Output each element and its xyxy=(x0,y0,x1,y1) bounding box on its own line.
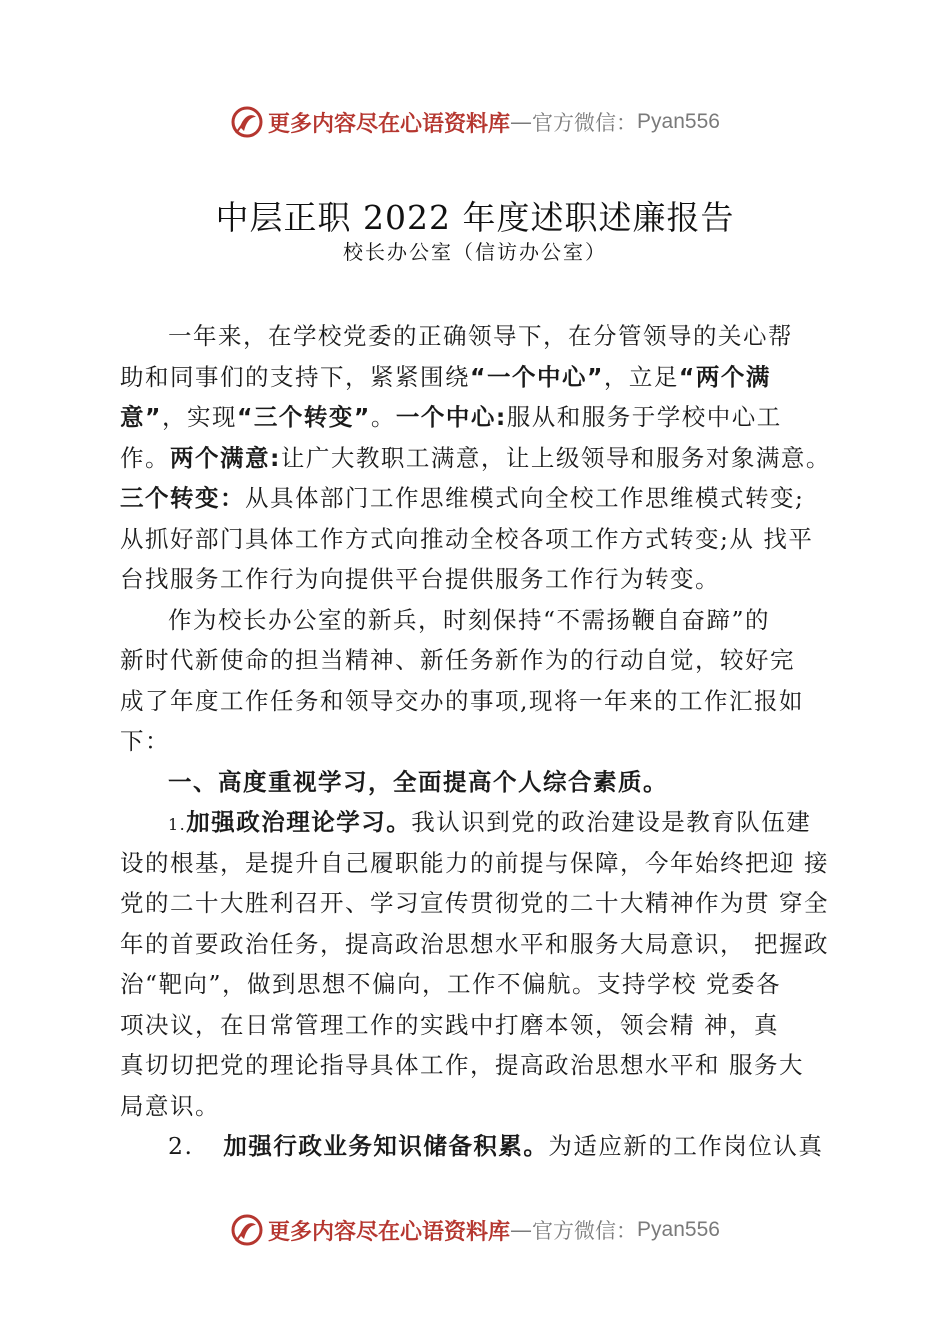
document-body xyxy=(120,316,840,1167)
text-run: 。 xyxy=(370,403,396,431)
s1-line: 党的二十大胜利召开、学习宣传贯彻党的二十大精神作为贯 穿全 xyxy=(120,889,829,917)
text-run: ，立足 xyxy=(603,362,679,391)
section-heading-1: 一、高度重视学习，全面提高个人综合素质。 xyxy=(168,767,668,796)
brand-text: 更多内容尽在心语资料库 xyxy=(268,110,511,137)
text-run: 从具体部门工作思维模式向全校工作思维模式转变; xyxy=(245,484,805,512)
bold-run: 三个转变： xyxy=(120,484,245,512)
text-run: 助和同事们的支持下，紧紧围绕 xyxy=(120,362,470,391)
text-run: 让广大教职工满意，让上级领导和服务对象满意。 xyxy=(280,443,831,472)
text-run: 作。 xyxy=(120,443,170,472)
wechat-id: Pyan556 xyxy=(637,110,720,133)
s1-line: 年的首要政治任务，提高政治思想水平和服务大局意识， 把握政 xyxy=(120,929,829,958)
s1-line: 真切切把党的理论指导具体工作，提高政治思想水平和 服务大 xyxy=(120,1051,804,1079)
text-run: 服从和服务于学校中心工 xyxy=(506,403,782,431)
wechat-label: 官方微信： xyxy=(532,1219,638,1243)
bold-run: “三个转变” xyxy=(236,403,371,431)
wechat-id: Pyan556 xyxy=(637,1218,720,1241)
p1-line xyxy=(120,438,840,479)
p1-line: 台找服务工作行为向提供平台提供服务工作行为转变。 xyxy=(120,565,720,593)
s1-line: 治“靶向”，做到思想不偏向，工作不偏航。支持学校 党委各 xyxy=(120,970,781,998)
text-run: ，实现 xyxy=(161,403,237,431)
s2-line xyxy=(120,1126,840,1167)
banner-dash: — xyxy=(510,1217,533,1243)
document-subtitle: 校长办公室（信访办公室） xyxy=(343,240,607,264)
p1-line xyxy=(120,397,840,438)
p2-line: 作为校长办公室的新兵，时刻保持“不需扬鞭自奋蹄”的 xyxy=(168,605,771,634)
s1-line xyxy=(120,802,840,843)
footer-banner xyxy=(0,1210,950,1250)
bold-run: 加强行政业务知识储备积累。 xyxy=(223,1132,549,1160)
p1-line: 一年来，在学校党委的正确领导下，在分管领导的关心帮 xyxy=(168,322,793,350)
brand-text: 更多内容尽在心语资料库 xyxy=(268,1218,511,1245)
document-title: 中层正职 2022 年度述职述廉报告 xyxy=(215,198,735,237)
brand-logo-icon xyxy=(230,105,264,139)
header-banner xyxy=(0,102,950,142)
p1-line: 从抓好部门具体工作方式向推动全校各项工作方式转变;从 找平 xyxy=(120,524,814,553)
text-run: 我认识到党的政治建设是教育队伍建 xyxy=(411,808,812,836)
text-run: 为适应新的工作岗位认真 xyxy=(548,1132,824,1160)
s1-line: 局意识。 xyxy=(120,1091,220,1120)
s1-line: 设的根基，是提升自己履职能力的前提与保障，今年始终把迎 接 xyxy=(120,848,829,877)
s1-line: 项决议，在日常管理工作的实践中打磨本领，领会精 神，真 xyxy=(120,1010,779,1039)
wechat-label: 官方微信： xyxy=(532,111,638,135)
bold-run: “一个中心” xyxy=(470,362,604,391)
bold-run: 加强政治理论学习。 xyxy=(186,808,412,836)
p2-line: 下： xyxy=(120,727,170,755)
bold-run: 一个中心: xyxy=(395,403,507,431)
item-number: 1. xyxy=(168,815,187,834)
brand-logo-icon xyxy=(230,1213,264,1247)
p1-line xyxy=(120,478,840,519)
bold-run: 意” xyxy=(120,403,162,431)
p2-line: 新时代新使命的担当精神、新任务新作为的行动自觉，较好完 xyxy=(120,646,795,674)
banner-dash: — xyxy=(510,109,533,135)
p1-line xyxy=(120,357,840,398)
p2-line: 成了年度工作任务和领导交办的事项,现将一年来的工作汇报如 xyxy=(120,686,804,715)
item-number: 2. xyxy=(168,1132,194,1160)
bold-run: 两个满意: xyxy=(170,443,281,472)
bold-run: “两个满 xyxy=(678,362,771,391)
